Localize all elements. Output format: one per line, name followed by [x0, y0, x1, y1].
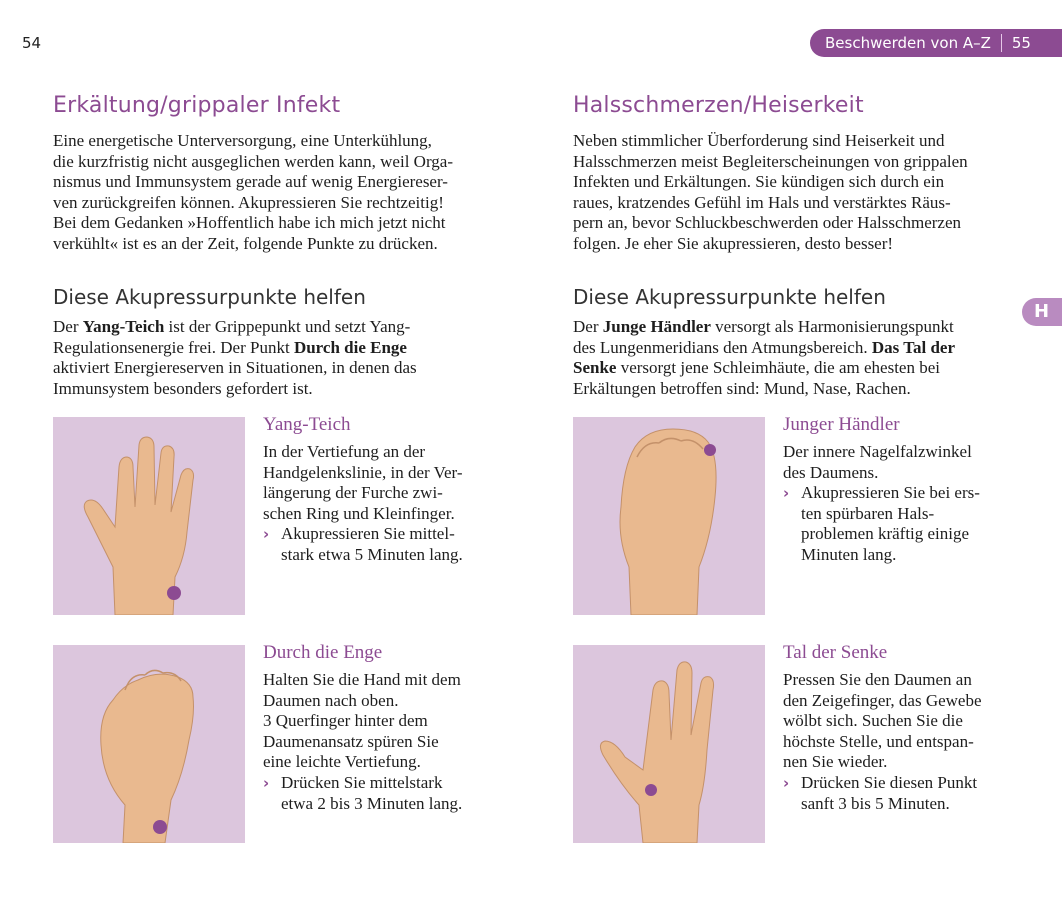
hand-icon: [573, 417, 765, 615]
chevron-right-icon: ›: [783, 773, 790, 792]
instruction-bullet: › Drücken Sie diesen Punkt sanft 3 bis 5 Minuten.: [783, 772, 978, 813]
point-title: Junger Händler: [783, 414, 900, 435]
points-overview: Der Yang-Teich ist der Grippepunkt und setzt Yang- Regulationsenergie frei. Der Punkt Durch die Enge aktiviert Energiereserven in Situationen, in denen das Immunsystem besonders gefordert ist.: [53, 317, 417, 398]
point-title: Durch die Enge: [263, 642, 383, 663]
acupressure-point-marker: [153, 820, 167, 834]
point-title: Yang-Teich: [263, 414, 351, 435]
subsection-title: Diese Akupressurpunkte helfen: [573, 285, 886, 309]
acupressure-point-marker: [645, 784, 657, 796]
page-number-left: 54: [22, 34, 42, 52]
hand-icon: [573, 645, 765, 843]
hand-illustration-fist: [53, 645, 245, 843]
hand-illustration-thumb-pressed: [573, 645, 765, 843]
hand-illustration-curled: [573, 417, 765, 615]
point-description: In der Vertiefung an der Handgelenkslinie, in der Ver- längerung der Furche zwi- schen Ring und Kleinfinger.: [263, 442, 463, 523]
point-card: [783, 642, 1023, 814]
chevron-right-icon: ›: [263, 525, 270, 544]
section-title: Halsschmerzen/Heiserkeit: [573, 93, 864, 118]
chapter-header-tab: [810, 29, 1062, 57]
header-divider: [1001, 34, 1002, 52]
acupressure-point-marker: [167, 586, 181, 600]
hand-illustration-open-palm: [53, 417, 245, 615]
intro-paragraph: Neben stimmlicher Überforderung sind Heiserkeit und Halsschmerzen meist Begleiterscheinungen von grippalen Infekten und Erkältungen. Sie kündigen sich durch ein raues, kratzendes Gefühl im Hals und verstärktes Räus- pern an, bevor Schluckbeschwerden oder Halsschmerzen folgen. Je eher Sie akupressieren, desto besser!: [573, 131, 968, 253]
subsection-title: Diese Akupressurpunkte helfen: [53, 285, 366, 309]
chevron-right-icon: ›: [263, 773, 270, 792]
instruction-bullet: › Akupressieren Sie bei ers- ten spürbaren Hals- problemen kräftig einige Minuten lang.: [783, 483, 980, 564]
section-title: Erkältung/grippaler Infekt: [53, 93, 341, 118]
point-description: Pressen Sie den Daumen an den Zeigefinger, das Gewebe wölbt sich. Suchen Sie die höchste Stelle, und entspan- nen Sie wieder.: [783, 670, 982, 772]
point-title: Tal der Senke: [783, 642, 888, 663]
point-card: [263, 642, 503, 814]
intro-paragraph: Eine energetische Unterversorgung, eine Unterkühlung, die kurzfristig nicht ausgeglichen werden kann, weil Orga- nismus und Immunsystem gerade auf wenig Energiereser- ven zurückgreifen können. Akupressieren Sie rechtzeitig! Bei dem Gedanken »Hoffentlich habe ich mich jetzt nicht verkühlt« ist es an der Zeit, folgende Punkte zu drücken.: [53, 131, 453, 253]
chevron-right-icon: ›: [783, 484, 790, 503]
point-description: Der innere Nagelfalzwinkel des Daumens.: [783, 442, 972, 482]
points-overview: Der Junge Händler versorgt als Harmonisierungspunkt des Lungenmeridians den Atmungsbereich. Das Tal der Senke versorgt jene Schleimhäute, die am ehesten bei Erkältungen betroffen sind: Mund, Nase, Rachen.: [573, 317, 955, 398]
acupressure-point-marker: [704, 444, 716, 456]
point-card: [783, 414, 1023, 566]
hand-icon: [53, 645, 245, 843]
chapter-title: Beschwerden von A–Z: [825, 34, 991, 52]
alphabet-index-tab[interactable]: H: [1022, 298, 1062, 326]
instruction-bullet: › Drücken Sie mittelstark etwa 2 bis 3 Minuten lang.: [263, 772, 463, 813]
instruction-bullet: › Akupressieren Sie mittel- stark etwa 5 Minuten lang.: [263, 524, 463, 564]
point-description: Halten Sie die Hand mit dem Daumen nach oben. 3 Querfinger hinter dem Daumenansatz spüren Sie eine leichte Vertiefung.: [263, 670, 461, 772]
page-number-right: 55: [1011, 34, 1031, 52]
hand-icon: [53, 417, 245, 615]
point-card: [263, 414, 503, 566]
